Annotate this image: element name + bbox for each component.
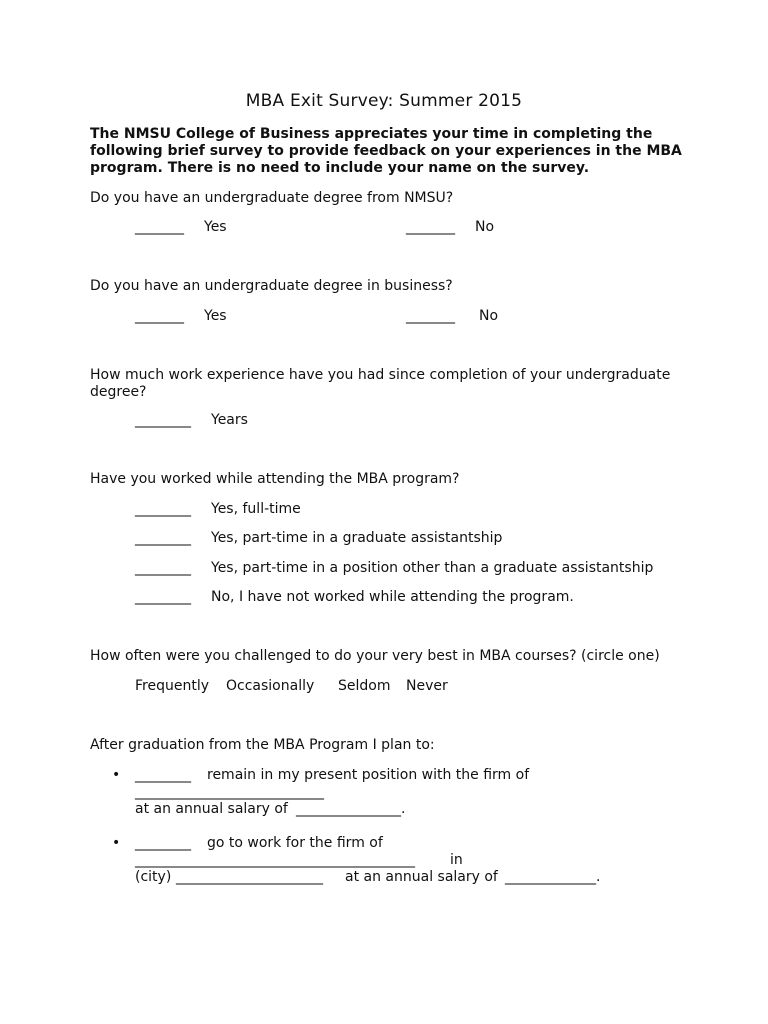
- q1-no-blank[interactable]: _______: [406, 219, 455, 235]
- plan2-salary-blank[interactable]: _____________.: [505, 869, 601, 885]
- q1-yes-blank[interactable]: _______: [135, 219, 184, 235]
- plan2-firm-blank[interactable]: ________________________________________: [135, 852, 415, 868]
- q3-years-blank[interactable]: ________: [135, 412, 191, 428]
- plan2-city-blank[interactable]: _____________________: [176, 869, 323, 885]
- question-nmsu-degree: Do you have an undergraduate degree from NMSU?: [90, 190, 454, 206]
- q4-option-blank[interactable]: ________: [135, 560, 191, 576]
- q2-no-label: No: [479, 308, 499, 324]
- question-business-degree: Do you have an undergraduate degree in business?: [90, 278, 453, 294]
- q4-option-label: Yes, part-time in a position other than a graduate assistantship: [211, 560, 654, 576]
- plan1-salary-label: at an annual salary of: [135, 801, 288, 817]
- q4-option-blank[interactable]: ________: [135, 589, 191, 605]
- choice-occasionally[interactable]: Occasionally: [226, 678, 315, 694]
- bullet-icon: •: [112, 835, 121, 851]
- page-title: MBA Exit Survey: Summer 2015: [245, 91, 523, 111]
- q1-no-label: No: [475, 219, 495, 235]
- plan2-in-label: in: [450, 852, 463, 868]
- plan1-text: remain in my present position with the firm of: [207, 767, 530, 783]
- plan1-firm-blank[interactable]: ___________________________: [135, 784, 324, 800]
- bullet-icon: •: [112, 767, 121, 783]
- q1-yes-label: Yes: [204, 219, 227, 235]
- q4-option-label: Yes, full-time: [211, 501, 301, 517]
- q4-option-blank[interactable]: ________: [135, 501, 191, 517]
- question-post-graduation-plan: After graduation from the MBA Program I plan to:: [90, 737, 435, 753]
- q4-option-label: Yes, part-time in a graduate assistantship: [211, 530, 503, 546]
- question-challenged: How often were you challenged to do your very best in MBA courses? (circle one): [90, 648, 660, 664]
- q2-yes-blank[interactable]: _______: [135, 308, 184, 324]
- plan1-blank[interactable]: ________: [135, 767, 191, 783]
- plan2-blank[interactable]: ________: [135, 835, 191, 851]
- plan2-salary-label: at an annual salary of: [345, 869, 498, 885]
- q4-option-blank[interactable]: ________: [135, 530, 191, 546]
- choice-frequently[interactable]: Frequently: [135, 678, 210, 694]
- plan2-city-label: (city): [135, 869, 172, 885]
- q4-option-label: No, I have not worked while attending the program.: [211, 589, 574, 605]
- intro-paragraph: The NMSU College of Business appreciates your time in completing the following brief survey to provide feedback on your experiences in the MBA program. There is no need to include your name on the survey.: [90, 126, 682, 176]
- question-worked-during-mba: Have you worked while attending the MBA program?: [90, 471, 460, 487]
- plan2-text: go to work for the firm of: [207, 835, 383, 851]
- plan1-salary-blank[interactable]: _______________.: [296, 801, 406, 817]
- q2-no-blank[interactable]: _______: [406, 308, 455, 324]
- q3-years-label: Years: [211, 412, 248, 428]
- choice-never[interactable]: Never: [406, 678, 448, 694]
- q2-yes-label: Yes: [204, 308, 227, 324]
- question-work-experience: How much work experience have you had since completion of your undergraduate degree?: [90, 367, 671, 400]
- choice-seldom[interactable]: Seldom: [338, 678, 391, 694]
